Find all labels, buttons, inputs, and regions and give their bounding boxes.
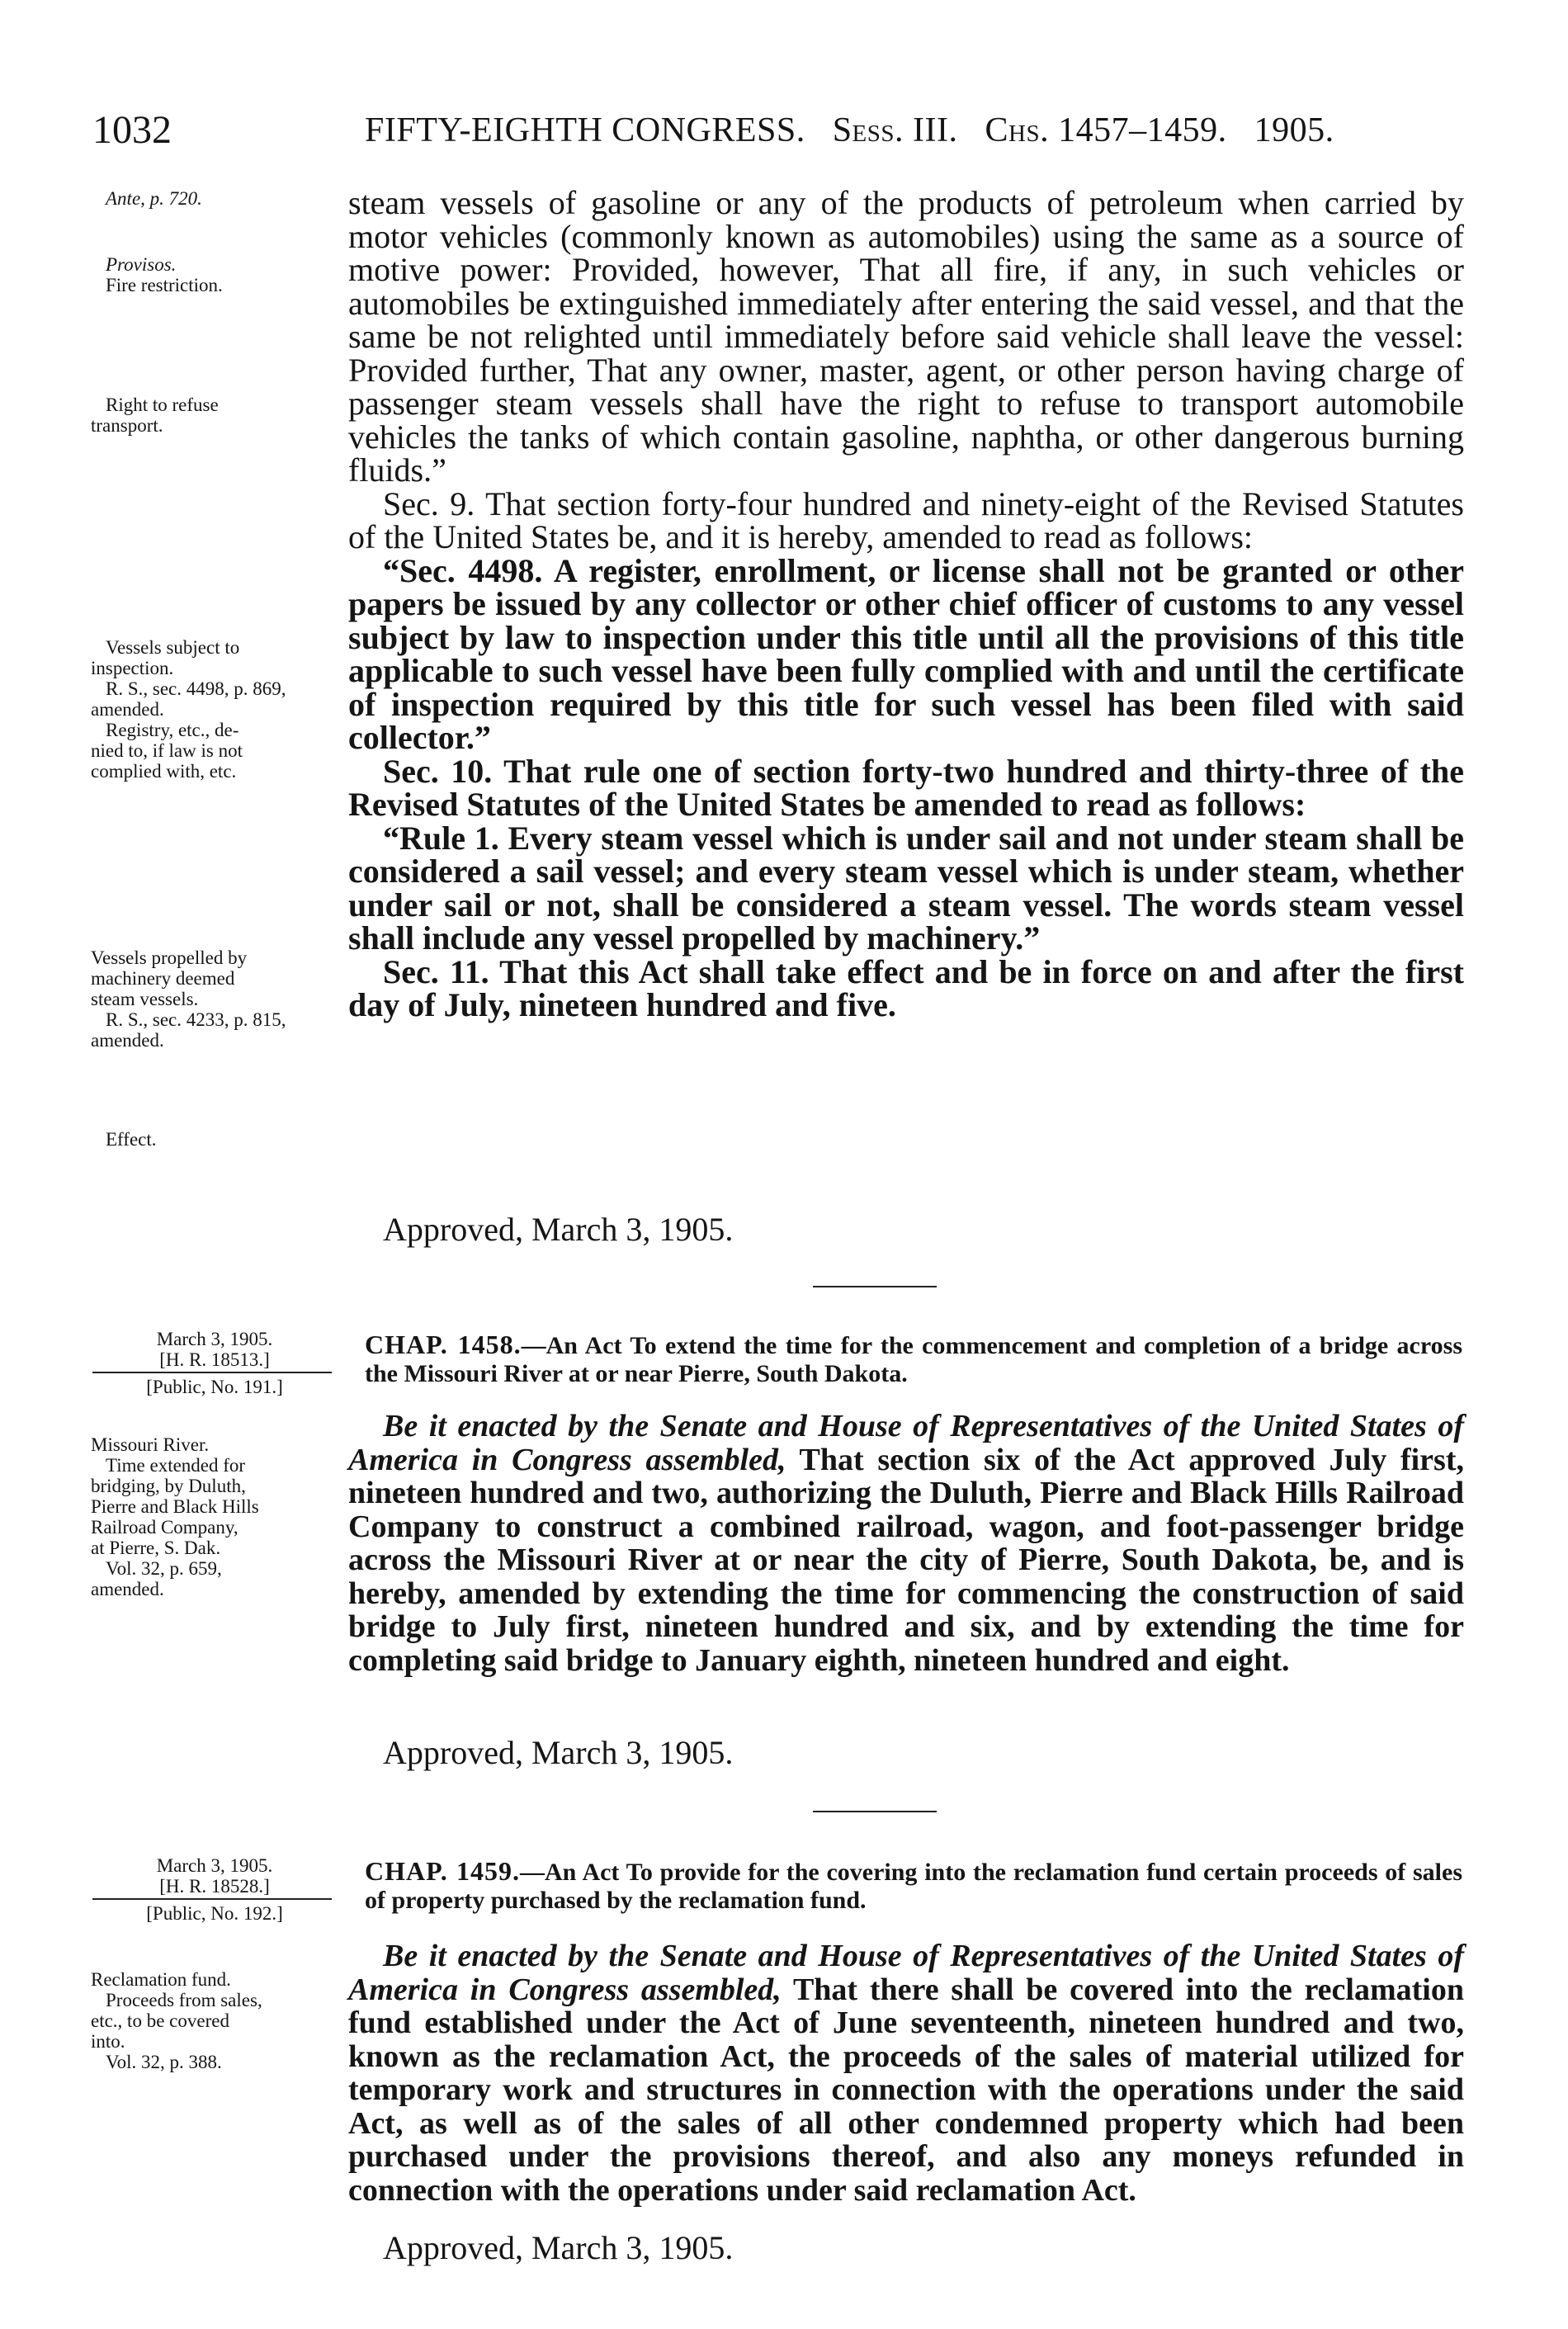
chapter-1458-sidenote-1: Missouri River. bbox=[91, 1434, 210, 1455]
chapter-1459-public-text: [Public, No. 192.] bbox=[146, 1903, 283, 1924]
sidenote-registry-line-1: Registry, etc., de- bbox=[106, 720, 239, 740]
sidenote-provisos bbox=[91, 254, 338, 295]
chapter-1459-enacting-clause: Be it enacted by the Senate and House of Representatives of the United States of America in Congress assembled, bbox=[348, 1939, 1464, 2007]
chapter-1459-text bbox=[348, 1939, 1464, 2207]
chapter-1457-rule-1: “Rule 1. Every steam vessel which is under sail and not under steam shall be considered a sail vessel; and every steam vessel which is under steam, whether under sail or not, shall be considered a steam vessel. The words steam vessel shall include any vessel propelled by machinery.” bbox=[348, 819, 1464, 957]
header-session: Sess. III. bbox=[832, 111, 958, 149]
chapter-1458-sidenote-7: Vol. 32, p. 659, bbox=[106, 1558, 222, 1579]
chapter-1458-sidenote-8: amended. bbox=[91, 1579, 164, 1599]
sidenote-propelled-line-3: steam vessels. bbox=[91, 989, 199, 1009]
sidenote-vessels-line-3: R. S., sec. 4498, p. 869, bbox=[106, 678, 286, 699]
chapter-1458-bill: [H. R. 18513.] bbox=[159, 1349, 270, 1370]
chapter-1459-sidenotes bbox=[91, 1969, 338, 2072]
chapter-1459-sidenote-1: Reclamation fund. bbox=[91, 1969, 231, 1990]
header-year: 1905. bbox=[1254, 111, 1334, 149]
chapter-1458-label: CHAP. 1458. bbox=[365, 1330, 522, 1359]
chapter-1459-citation-rule bbox=[92, 1898, 332, 1900]
chapter-1459-title: —An Act To provide for the covering into the reclamation fund certain proceeds of sales of property purchased by the reclamation fund. bbox=[365, 1859, 1463, 1914]
chapter-1458-citation bbox=[91, 1329, 338, 1370]
chapter-1458-title: —An Act To extend the time for the commencement and completion of a bridge across the Missouri River at or near Pierre, South Dakota. bbox=[365, 1332, 1463, 1387]
chapter-1459-body bbox=[348, 1939, 1464, 2207]
sidenote-right-to-refuse bbox=[91, 394, 338, 436]
chapter-1457-sec-4498: “Sec. 4498. A register, enrollment, or license shall not be granted or other papers be issued by any collector or other chief officer of customs to any vessel subject by law to inspection under this title until all the provisions of this title applicable to such vessel have been fully complied with and until the certificate of inspection required by this title for such vessel has been filed with said collector.” bbox=[348, 551, 1464, 756]
sidenote-vessels-line-2: inspection. bbox=[91, 658, 174, 678]
chapter-1459-heading bbox=[365, 1857, 1462, 1915]
chapter-1459-date: March 3, 1905. bbox=[156, 1855, 273, 1876]
chapter-1458-approved: Approved, March 3, 1905. bbox=[383, 1734, 734, 1771]
chapter-1458-citation-rule bbox=[92, 1372, 332, 1373]
chapter-1458-body bbox=[348, 1410, 1464, 1677]
chapter-1459-sidenote-3: etc., to be covered bbox=[91, 2010, 229, 2031]
page-number: 1032 bbox=[92, 108, 172, 152]
chapter-1457-sec-10: Sec. 10. That rule one of section forty-two hundred and thirty-three of the Revised Statutes of the United States be amended to read as follows: bbox=[348, 752, 1464, 823]
header-title bbox=[365, 111, 1334, 150]
sidenote-ante-text: Ante, p. 720. bbox=[106, 188, 202, 209]
section-divider-1 bbox=[813, 1286, 937, 1287]
chapter-1458-sidenote-6: at Pierre, S. Dak. bbox=[91, 1538, 221, 1558]
chapter-1457-sec-9: Sec. 9. That section forty-four hundred and ninety-eight of the Revised Statutes of the United States be, and it is hereby, amended to read as follows: bbox=[348, 484, 1464, 555]
chapter-1457-approved: Approved, March 3, 1905. bbox=[383, 1211, 734, 1248]
sidenote-provisos-label: Provisos. bbox=[106, 254, 177, 275]
chapter-1459-sidenote-5: Vol. 32, p. 388. bbox=[106, 2052, 222, 2072]
sidenote-refuse-line-1: Right to refuse bbox=[106, 394, 219, 415]
header-chapters: Chs. 1457–1459. bbox=[985, 111, 1227, 149]
section-divider-2 bbox=[813, 1811, 937, 1812]
chapter-1458-enacting-clause: Be it enacted by the Senate and House of Representatives of the United States of America in Congress assembled, bbox=[348, 1409, 1464, 1477]
sidenote-refuse-line-2: transport. bbox=[91, 415, 163, 436]
chapter-1458-public bbox=[91, 1377, 338, 1397]
sidenote-vessels-line-1: Vessels subject to bbox=[106, 637, 240, 658]
sidenote-vessels-inspection bbox=[91, 637, 338, 782]
chapter-1459-public bbox=[91, 1903, 338, 1924]
sidenote-propelled-line-5: amended. bbox=[91, 1030, 164, 1051]
running-header bbox=[92, 97, 1462, 155]
chapter-1458-text bbox=[348, 1410, 1464, 1677]
chapter-1458-sidenote-4: Pierre and Black Hills bbox=[91, 1496, 259, 1517]
sidenote-effect bbox=[91, 1129, 338, 1150]
chapter-1458-sidenotes bbox=[91, 1434, 338, 1599]
sidenote-fire-restriction: Fire restriction. bbox=[106, 275, 223, 295]
sidenote-propelled-machinery bbox=[91, 947, 338, 1051]
chapter-1459-provision: That there shall be covered into the reclamation fund established under the Act of June seventeenth, nineteen hundred and two, known as the reclamation Act, the proceeds of the sales of material utilized for temporary work and structures in connection with the operations under the said Act, as well as of the sales of all other condemned property which had been purchased under the provisions thereof, and also any moneys refunded in connection with the operations under said reclamation Act. bbox=[348, 1972, 1464, 2208]
chapter-1457-para-1: steam vessels of gasoline or any of the products of petroleum when carried by motor vehicles (commonly known as automobiles) using the same as a source of motive power: Provided, however, That all fire, if any, in such vehicles or automobiles be extinguished immediately after entering the said vessel, and that the same be not relighted until immediately before said vehicle shall leave the vessel: Provided further, That any owner, master, agent, or other person having charge of passenger steam vessels shall have the right to refuse to transport automobile vehicles the tanks of which contain gasoline, naphtha, or other dangerous burning fluids.” bbox=[348, 184, 1464, 489]
sidenote-propelled-line-2: machinery deemed bbox=[91, 968, 235, 989]
sidenote-effect-text: Effect. bbox=[106, 1129, 157, 1150]
header-congress: FIFTY-EIGHTH CONGRESS. bbox=[365, 111, 805, 149]
chapter-1458-sidenote-5: Railroad Company, bbox=[91, 1517, 239, 1538]
chapter-1458-provision: That section six of the Act approved July first, nineteen hundred and two, authorizing the Duluth, Pierre and Black Hills Railroad Company to construct a combined railroad, wagon, and foot-passenger bridge across the Missouri River at or near the city of Pierre, South Dakota, be, and is hereby, amended by extending the time for commencing the construction of said bridge to July first, nineteen hundred and six, and by extending the time for completing said bridge to January eighth, nineteen hundred and eight. bbox=[348, 1442, 1464, 1678]
sidenote-registry-line-3: complied with, etc. bbox=[91, 761, 237, 782]
chapter-1457-sec-11: Sec. 11. That this Act shall take effect and be in force on and after the first day of July, nineteen hundred and five. bbox=[348, 952, 1464, 1023]
sidenote-ante bbox=[91, 188, 338, 209]
chapter-1458-sidenote-2: Time extended for bbox=[106, 1455, 246, 1476]
sidenote-propelled-line-1: Vessels propelled by bbox=[91, 947, 248, 968]
chapter-1459-approved: Approved, March 3, 1905. bbox=[383, 2229, 734, 2266]
sidenote-registry-line-2: nied to, if law is not bbox=[91, 740, 243, 761]
sidenote-vessels-line-4: amended. bbox=[91, 699, 164, 720]
chapter-1459-citation bbox=[91, 1855, 338, 1897]
chapter-1458-date: March 3, 1905. bbox=[156, 1329, 273, 1349]
chapter-1457-continued bbox=[348, 184, 1464, 1023]
chapter-1458-sidenote-3: bridging, by Duluth, bbox=[91, 1476, 246, 1496]
chapter-1458-public-text: [Public, No. 191.] bbox=[146, 1377, 283, 1397]
chapter-1459-bill: [H. R. 18528.] bbox=[159, 1876, 270, 1897]
chapter-1459-label: CHAP. 1459. bbox=[365, 1856, 520, 1886]
sidenote-propelled-line-4: R. S., sec. 4233, p. 815, bbox=[106, 1009, 286, 1030]
chapter-1459-sidenote-2: Proceeds from sales, bbox=[106, 1990, 262, 2010]
chapter-1459-sidenote-4: into. bbox=[91, 2031, 125, 2052]
chapter-1458-heading bbox=[365, 1330, 1462, 1388]
